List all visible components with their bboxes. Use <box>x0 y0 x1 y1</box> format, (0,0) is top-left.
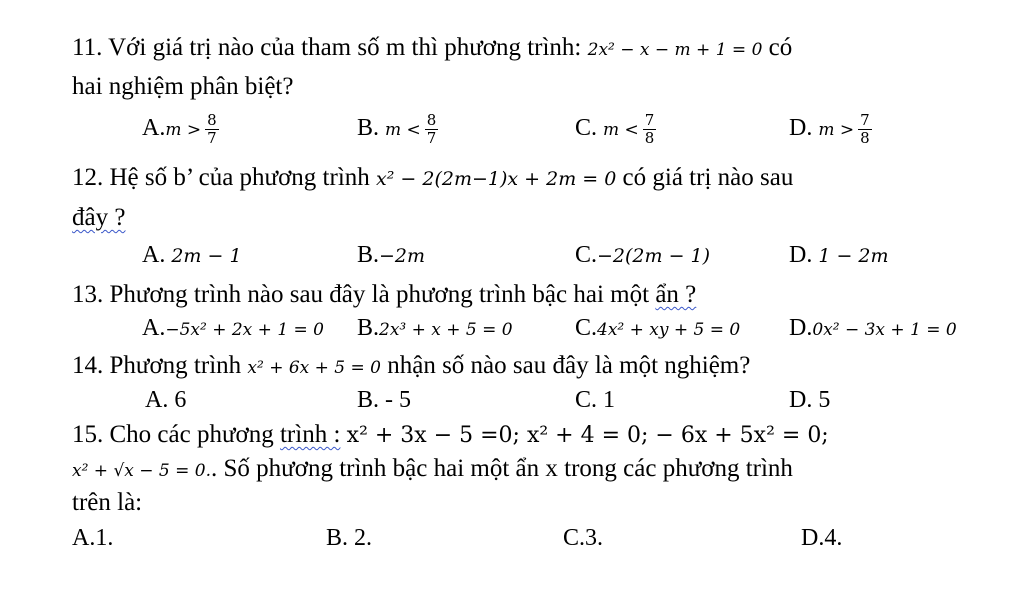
option-letter: D. <box>789 242 813 268</box>
q12-line2 <box>72 203 125 233</box>
q13-option-a <box>142 313 324 345</box>
q15-text: 15. Cho các phương <box>72 421 274 448</box>
numerator: 8 <box>426 111 437 129</box>
option-expr: 1 − 2m <box>818 245 889 267</box>
q14-line1 <box>72 351 750 383</box>
option-letter: D. <box>789 115 813 142</box>
option-expr: 2m − 1 <box>171 245 242 267</box>
option-letter: A. <box>142 242 166 268</box>
q12-option-c <box>575 240 710 271</box>
q13-option-c <box>575 313 740 345</box>
q15-line1 <box>72 420 829 451</box>
q15-option-a: A.1. <box>72 525 114 551</box>
option-letter: B. <box>357 242 380 268</box>
q14-option-c: C. 1 <box>575 387 616 413</box>
q11-equation: 2x² − x − m + 1 = 0 <box>587 40 763 60</box>
q14-option-a: A. 6 <box>145 387 187 413</box>
option-letter: D. <box>789 315 813 341</box>
option-expr: 4x² + xy + 5 = 0 <box>597 320 741 340</box>
numerator: 7 <box>644 111 655 129</box>
q11-text: 11. Với giá trị nào của tham số m thì phương trình: <box>72 34 582 61</box>
option-expr: −2(2m − 1) <box>597 245 711 267</box>
option-letter: B. <box>357 115 380 142</box>
denominator: 7 <box>207 129 217 147</box>
q15-equations: x² + 3x − 5 =0; x² + 4 = 0; − 6x + 5x² = 0; <box>346 423 829 448</box>
option-expr: m > <box>165 120 202 141</box>
option-letter: A. <box>142 315 166 341</box>
q13-line1 <box>72 280 696 310</box>
denominator: 8 <box>644 129 655 147</box>
option-letter: C. <box>575 115 598 142</box>
q13-wavy: ẩn ? <box>655 281 697 308</box>
option-expr: −2m <box>379 245 426 267</box>
q12-line1 <box>72 163 793 194</box>
q11-line2: hai nghiệm phân biệt? <box>72 73 294 100</box>
q15-eq4: x² + √x − 5 = 0. <box>72 461 212 481</box>
q12-line2-text: đây ? <box>72 204 126 231</box>
numerator: 7 <box>860 111 870 129</box>
option-expr: 2x³ + x + 5 = 0 <box>379 320 513 340</box>
fraction <box>425 112 439 147</box>
q14-option-b: B. - 5 <box>357 387 411 413</box>
q12-option-d <box>789 240 889 271</box>
option-letter: B. <box>357 315 380 341</box>
q15-option-c: C.3. <box>563 525 604 551</box>
q14-text: 14. Phương trình <box>72 352 242 379</box>
q15-option-b: B. 2. <box>326 525 373 551</box>
q15-wavy: trình : <box>279 421 341 448</box>
q11-option-c <box>575 112 656 147</box>
option-expr: m < <box>385 120 421 141</box>
q15-option-d: D.4. <box>801 525 843 551</box>
q14-text-after: nhận số nào sau đây là một nghiệm? <box>387 352 751 379</box>
option-letter: A. <box>142 115 166 142</box>
q12-text: 12. Hệ số b’ của phương trình <box>72 164 370 191</box>
q12-option-b <box>357 240 425 271</box>
option-expr: 0x² − 3x + 1 = 0 <box>812 320 957 340</box>
denominator: 8 <box>860 129 870 147</box>
fraction <box>205 112 219 147</box>
option-expr: m > <box>818 120 855 141</box>
q12-equation: x² − 2(2m−1)x + 2m = 0 <box>376 168 617 190</box>
fraction <box>858 112 872 147</box>
numerator: 8 <box>207 111 217 129</box>
q14-equation: x² + 6x + 5 = 0 <box>247 358 381 378</box>
q11-option-b <box>357 112 438 147</box>
q11-option-a <box>142 112 219 147</box>
q14-option-d: D. 5 <box>789 387 831 413</box>
option-expr: m < <box>603 120 639 141</box>
q12-text-after: có giá trị nào sau <box>622 164 794 191</box>
option-expr: −5x² + 2x + 1 = 0 <box>165 320 324 340</box>
option-letter: C. <box>575 242 598 268</box>
q15-line3: trên là: <box>72 489 143 516</box>
denominator: 7 <box>426 129 437 147</box>
q13-option-b <box>357 313 513 345</box>
q15-line2-text: . Số phương trình bậc hai một ẩn x trong các phương trình <box>211 455 793 482</box>
q13-option-d <box>789 313 957 345</box>
fraction <box>643 112 657 147</box>
q12-option-a <box>142 240 242 271</box>
q13-text: 13. Phương trình nào sau đây là phương trình bậc hai một <box>72 281 650 308</box>
q11-text-after: có <box>768 34 793 61</box>
q15-line2 <box>72 454 793 486</box>
q11-option-d <box>789 112 872 147</box>
q11-line1 <box>72 33 792 65</box>
option-letter: C. <box>575 315 598 341</box>
